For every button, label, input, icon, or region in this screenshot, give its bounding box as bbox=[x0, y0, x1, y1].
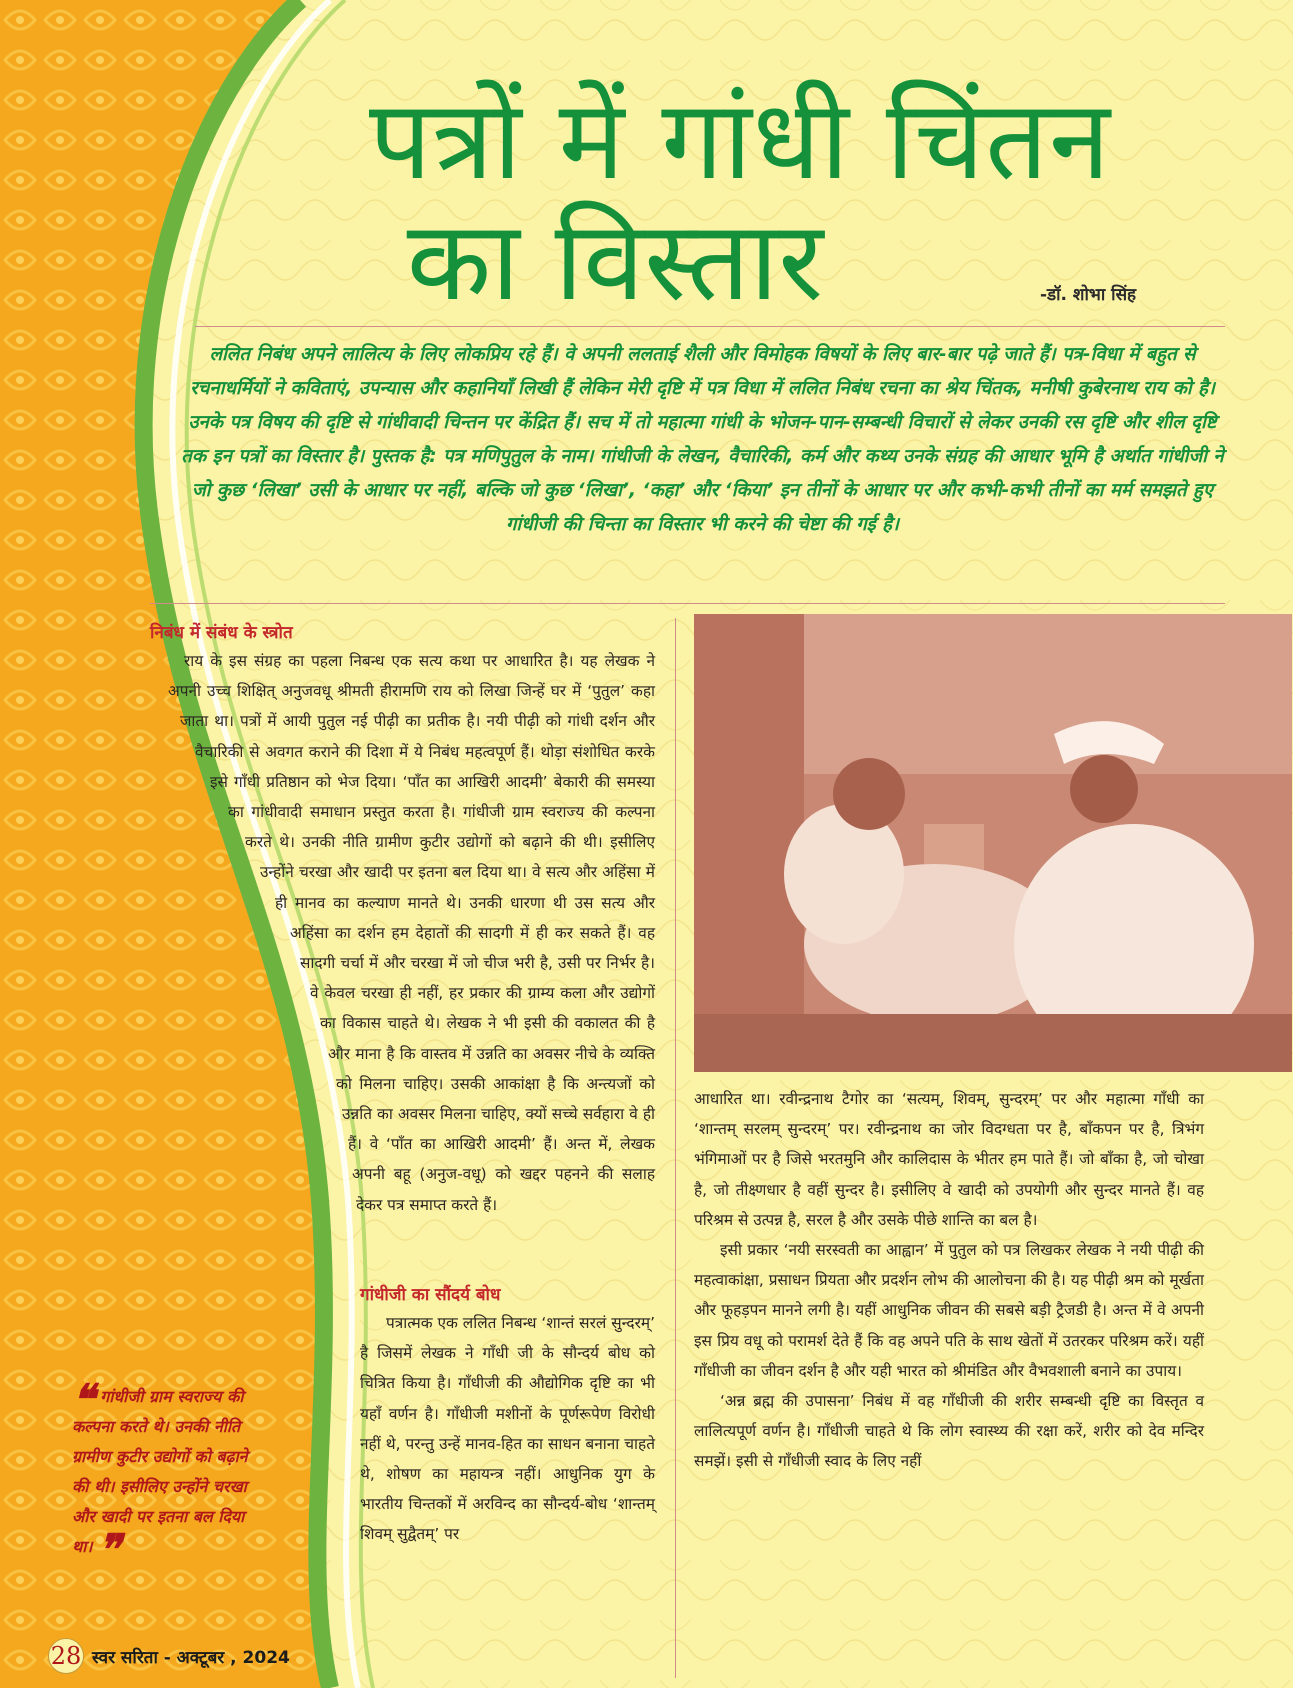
historical-photo bbox=[694, 614, 1292, 1072]
right-column bbox=[694, 1084, 1204, 1477]
title-line-2: का विस्तार bbox=[406, 197, 824, 325]
close-quote-icon: ❞ bbox=[98, 1525, 121, 1574]
section-heading-1: निबंध में संबंध के स्त्रोत bbox=[150, 623, 293, 643]
title-line-1: पत्रों में गांधी चिंतन bbox=[368, 76, 1112, 204]
page-footer bbox=[48, 1638, 290, 1674]
section-2-text: पत्रात्मक एक ललित निबन्ध ‘शान्तं सरलं सुन्दरम्’ है जिसमें लेखक ने गाँधी जी के सौन्दर्य बोध को चित्रित किया है। गाँधीजी की औद्योगिक दृष्टि का भी यहाँ वर्णन है। गाँधीजी मशीनों के पूर्णरूपेण विरोधी नहीं थे, परन्तु उन्हें मानव-हित का साधन बनाना चाहते थे, शोषण का महायन्त्र नहीं। आधुनिक युग के भारतीय चिन्तकों में अरविन्द का सौन्दर्य-बोध ‘शान्तम् शिवम् सुद्वैतम्’ पर bbox=[360, 1314, 655, 1544]
right-para-2: इसी प्रकार ‘नयी सरस्वती का आह्वान’ में पुतुल को पत्र लिखकर लेखक ने नयी पीढ़ी की महत्वाकांक्षा, प्रसाधन प्रियता और प्रदर्शन लोभ की आलोचना की है। यह पीढ़ी श्रम को मूर्खता और फूहड़पन मानने लगी है। यहीं आधुनिक जीवन की सबसे बड़ी ट्रैजडी है। अन्त में वे अपनी इस प्रिय वधू को परामर्श देते हैं कि वह अपने पति के साथ खेतों में उतरकर परिश्रम करें। यहीं गाँधीजी का जीवन दर्शन है और यही भारत को श्रीमंडित और वैभवशाली बनाने का उपाय। bbox=[694, 1241, 1204, 1380]
column-divider bbox=[675, 618, 676, 1678]
right-para-3: ‘अन्न ब्रह्म की उपासना’ निबंध में वह गाँधीजी की शरीर सम्बन्धी दृष्टि का विस्तृत व लालित्यपूर्ण वर्णन है। गाँधीजी चाहते थे कि लोग स्वास्थ्य की रक्षा करें, शरीर को देव मन्दिर समझें। इसी से गाँधीजी स्वाद के लिए नहीं bbox=[694, 1392, 1204, 1471]
left-column-section-1 bbox=[150, 646, 655, 1276]
pull-quote-text: गांधीजी ग्राम स्वराज्य की कल्पना करते थे। उनकी नीति ग्रामीण कुटीर उद्योगों को बढ़ाने की थी। इसीलिए उन्होंने चरखा और खादी पर इतना बल दिया था। bbox=[72, 1387, 248, 1556]
page-number: 28 bbox=[48, 1638, 84, 1674]
left-column-section-2 bbox=[360, 1308, 655, 1638]
pull-quote bbox=[72, 1375, 260, 1574]
section-1-text: राय के इस संग्रह का पहला निबन्ध एक सत्य कथा पर आधारित है। यह लेखक ने अपनी उच्च शिक्षित् अनुजवधू श्रीमती हीरामणि राय को लिखा जिन्हें घर में ‘पुतुल’ कहा जाता था। पत्रों में आयी पुतुल नई पीढ़ी का प्रतीक है। नयी पीढ़ी को गांधी दर्शन और वैचारिकी से अवगत कराने की दिशा में ये निबंध महत्वपूर्ण हैं। थोड़ा संशोधित करके इसे गाँधी प्रतिष्ठान को भेज दिया। ‘पाँत का आखिरी आदमी’ बेकारी की समस्या का गांधीवादी समाधान प्रस्तुत करता है। गांधीजी ग्राम स्वराज्य की कल्पना करते थे। उनकी नीति ग्रामीण कुटीर उद्योगों को बढ़ाने की थी। इसीलिए उन्होंने चरखा और खादी पर इतना बल दिया था। वे सत्य और अहिंसा में ही मानव का कल्याण मानते थे। उनकी धारणा थी उस सत्य और अहिंसा का दर्शन हम देहातों की सादगी में ही कर सकते हैं। वह सादगी चर्चा में और चरखा में जो चीज भरी है, उसी पर निर्भर है। वे केवल चरखा ही नहीं, हर प्रकार की ग्राम्य कला और उद्योगों का विकास चाहते थे। लेखक ने भी इसी की वकालत की है और माना है कि वास्तव में उन्नति का अवसर नीचे के व्यक्ति को मिलना चाहिए। उसकी आकांक्षा है कि अन्त्यजों को उन्नति का अवसर मिलना चाहिए, क्यों सच्चे सर्वहारा वे ही हैं। वे ‘पाँत का आखिरी आदमी’ हैं। अन्त में, लेखक अपनी बहू (अनुज-वधू) को खद्दर पहनने की सलाह देकर पत्र समाप्त करते हैं। bbox=[168, 652, 655, 1214]
intro-bottom-rule bbox=[150, 603, 1225, 604]
section-heading-2: गांधीजी का सौंदर्य बोध bbox=[360, 1285, 501, 1305]
author-byline: -डॉ. शोभा सिंह bbox=[1040, 285, 1137, 305]
intro-paragraph: ललित निबंध अपने लालित्य के लिए लोकप्रिय रहे हैं। वे अपनी ललताई शैली और विमोहक विषयों के लिए बार-बार पढ़े जाते हैं। पत्र-विधा में बहुत से रचनाधर्मियों ने कविताएं, उपन्यास और कहानियाँ लिखी हैं लेकिन मेरी दृष्टि में पत्र विधा में ललित निबंध रचना का श्रेय चिंतक, मनीषी कुबेरनाथ राय को है। उनके पत्र विषय की दृष्टि से गांधीवादी चिन्तन पर केंद्रित हैं। सच में तो महात्मा गांधी के भोजन-पान-सम्बन्धी विचारों से लेकर उनकी रस दृष्टि और शील दृष्टि तक इन पत्रों का विस्तार है। पुस्तक है: पत्र मणिपुतुल के नाम। गांधीजी के लेखन, वैचारिकी, कर्म और कथ्य उनके संग्रह की आधार भूमि है अर्थात गांधीजी ने जो कुछ ‘लिखा’ उसी के आधार पर नहीं, बल्कि जो कुछ ‘लिखा’, ‘कहा’ और ‘किया’ इन तीनों के आधार पर और कभी-कभी तीनों का मर्म समझते हुए गांधीजी की चिन्ता का विस्तार भी करने की चेष्टा की गई है। bbox=[181, 344, 1224, 535]
open-quote-icon: ❝ bbox=[72, 1375, 95, 1424]
magazine-name: स्वर सरिता - अक्टूबर , 2024 bbox=[92, 1647, 290, 1668]
top-rule bbox=[195, 326, 1225, 327]
right-para-1: आधारित था। रवीन्द्रनाथ टैगोर का ‘सत्यम्, शिवम्, सुन्दरम्’ पर और महात्मा गाँधी का ‘शान्तम् सरलम् सुन्दरम्’ पर। रवीन्द्रनाथ का जोर विदग्धता पर है, बाँकपन पर है, त्रिभंग भंगिमाओं पर है जिसे भरतमुनि और कालिदास के भीतर हम पाते हैं। जो बाँका है, जो चोखा है, जो तीक्ष्णधार है वहीं सुन्दर है। इसीलिए वे खादी को उपयोगी और सुन्दर मानते हैं। वह परिश्रम से उत्पन्न है, सरल है और उसके पीछे शान्ति का बल है। bbox=[694, 1090, 1204, 1229]
